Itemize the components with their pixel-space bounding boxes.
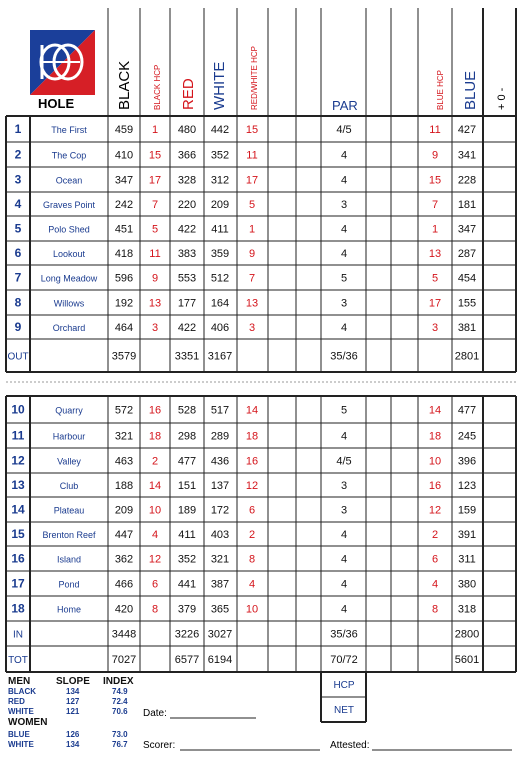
par: 4 xyxy=(340,578,348,591)
red-yardage: 151 xyxy=(177,480,197,492)
red-white-hcp: 12 xyxy=(245,480,259,492)
blue-yardage: 454 xyxy=(457,272,477,285)
red-white-hcp: 15 xyxy=(245,124,259,136)
men-rating-tee: RED xyxy=(8,697,25,706)
blue-hcp: 15 xyxy=(428,174,442,187)
red-yardage: 422 xyxy=(177,322,197,334)
white-yardage: 164 xyxy=(210,297,230,310)
black-hcp: 16 xyxy=(148,404,162,417)
hole-name: Valley xyxy=(57,456,81,467)
black-hcp: 4 xyxy=(151,529,159,541)
hole-number: 17 xyxy=(11,576,25,591)
blue-yardage: 347 xyxy=(457,223,477,236)
red-white-hcp: 13 xyxy=(245,297,259,310)
hole-name: Plateau xyxy=(53,505,85,516)
blue-hcp: 12 xyxy=(428,504,442,517)
black-hcp: 7 xyxy=(151,199,159,211)
red-yardage: 177 xyxy=(177,297,197,310)
men-rating-index: 70.6 xyxy=(112,707,128,716)
black-yardage: 192 xyxy=(114,297,134,310)
par: 3 xyxy=(340,480,348,492)
black-yardage: 451 xyxy=(114,223,134,236)
red-yardage: 328 xyxy=(177,174,197,187)
black-yardage: 463 xyxy=(114,455,134,468)
red-yardage: 528 xyxy=(177,404,197,417)
header-hole: HOLE xyxy=(38,96,75,111)
header-blue-hcp: BLUE HCP xyxy=(436,69,445,110)
women-rating-slope: 126 xyxy=(66,730,80,739)
par: 4 xyxy=(340,223,348,236)
header-red: RED xyxy=(180,78,197,110)
scorer-label: Scorer: xyxy=(143,740,176,751)
blue-yardage: 159 xyxy=(457,504,477,517)
red-white-hcp: 2 xyxy=(248,529,256,541)
white-yardage: 442 xyxy=(210,124,230,136)
blue-yardage: 396 xyxy=(457,455,477,468)
hole-number: 8 xyxy=(14,295,22,310)
total-label: TOT xyxy=(8,655,28,666)
red-yardage: 553 xyxy=(177,272,197,285)
par-total: 35/36 xyxy=(330,628,358,641)
blue-hcp: 7 xyxy=(431,199,439,211)
header-white: WHITE xyxy=(211,61,228,110)
black-hcp: 14 xyxy=(148,480,162,492)
white-yardage: 312 xyxy=(210,174,230,187)
red-white-hcp: 1 xyxy=(248,223,256,236)
black-yardage: 447 xyxy=(114,529,134,541)
hole-number: 13 xyxy=(11,478,25,492)
black-hcp: 11 xyxy=(149,248,161,260)
par: 3 xyxy=(340,504,348,517)
blue-yardage: 318 xyxy=(457,603,477,616)
black-total: 7027 xyxy=(111,654,137,666)
hole-name: Harbour xyxy=(52,431,86,442)
red-total: 3226 xyxy=(174,628,200,641)
attested-label: Attested: xyxy=(330,740,370,751)
white-total: 3027 xyxy=(207,628,233,641)
black-total: 3579 xyxy=(111,350,137,363)
black-hcp: 8 xyxy=(151,603,159,616)
red-white-hcp: 6 xyxy=(248,504,256,517)
red-yardage: 379 xyxy=(177,603,197,616)
blue-hcp: 9 xyxy=(431,149,439,162)
red-white-hcp: 17 xyxy=(245,174,259,187)
hole-name: Orchard xyxy=(52,323,86,333)
red-total: 6577 xyxy=(174,654,200,666)
red-yardage: 298 xyxy=(177,430,197,443)
hole-name: Club xyxy=(59,481,79,491)
total-label: OUT xyxy=(7,351,29,363)
white-total: 6194 xyxy=(207,654,233,666)
women-rating-index: 73.0 xyxy=(112,730,128,739)
red-yardage: 366 xyxy=(177,149,197,162)
men-rating-tee: BLACK xyxy=(8,687,36,696)
red-total: 3351 xyxy=(174,350,200,363)
white-yardage: 137 xyxy=(210,480,230,492)
red-white-hcp: 10 xyxy=(245,603,259,616)
black-hcp: 3 xyxy=(151,322,159,334)
black-yardage: 347 xyxy=(114,174,134,187)
blue-yardage: 477 xyxy=(457,404,477,417)
hole-number: 5 xyxy=(14,221,22,236)
red-white-hcp: 4 xyxy=(248,578,256,591)
header-black: BLACK xyxy=(116,60,133,110)
header-black-hcp: BLACK HCP xyxy=(153,64,162,110)
blue-total: 2800 xyxy=(454,628,480,641)
hole-number: 9 xyxy=(14,320,22,334)
white-yardage: 512 xyxy=(210,272,230,285)
black-hcp: 5 xyxy=(151,223,159,236)
blue-yardage: 287 xyxy=(457,248,477,260)
red-white-hcp: 3 xyxy=(248,322,256,334)
blue-hcp: 14 xyxy=(428,404,442,417)
black-total: 3448 xyxy=(111,628,137,641)
red-yardage: 422 xyxy=(177,223,197,236)
red-yardage: 352 xyxy=(177,553,197,566)
par-total: 70/72 xyxy=(330,654,358,666)
white-yardage: 359 xyxy=(210,248,230,260)
par: 4 xyxy=(340,603,348,616)
red-white-hcp: 18 xyxy=(245,430,259,443)
hole-name: Home xyxy=(56,604,82,615)
score-grid xyxy=(6,8,516,722)
white-yardage: 352 xyxy=(210,149,230,162)
red-white-hcp: 11 xyxy=(246,149,258,162)
hole-name: Ocean xyxy=(55,175,83,186)
white-yardage: 321 xyxy=(210,553,230,566)
hole-number: 11 xyxy=(11,428,25,443)
hole-name: Lookout xyxy=(52,249,86,259)
black-yardage: 321 xyxy=(114,430,134,443)
black-yardage: 596 xyxy=(114,272,134,285)
white-yardage: 209 xyxy=(210,199,230,211)
blue-hcp: 10 xyxy=(428,455,442,468)
red-yardage: 477 xyxy=(177,455,197,468)
red-yardage: 480 xyxy=(177,124,197,136)
blue-hcp: 11 xyxy=(429,124,441,136)
red-yardage: 220 xyxy=(177,199,197,211)
white-yardage: 411 xyxy=(211,223,229,236)
date-label: Date: xyxy=(143,708,167,719)
blue-hcp: 16 xyxy=(428,480,442,492)
black-yardage: 459 xyxy=(114,124,134,136)
hcp-label: HCP xyxy=(333,680,355,691)
red-white-hcp: 8 xyxy=(248,553,256,566)
blue-total: 2801 xyxy=(454,350,480,363)
white-yardage: 406 xyxy=(210,322,230,334)
black-yardage: 188 xyxy=(114,480,134,492)
white-yardage: 289 xyxy=(210,430,230,443)
white-yardage: 365 xyxy=(210,603,230,616)
black-hcp: 2 xyxy=(151,455,159,468)
blue-hcp: 5 xyxy=(431,272,439,285)
blue-total: 5601 xyxy=(454,654,480,666)
blue-yardage: 341 xyxy=(457,149,477,162)
blue-yardage: 155 xyxy=(457,297,477,310)
men-rating-index: 72.4 xyxy=(112,697,128,706)
par: 4 xyxy=(340,149,348,162)
blue-yardage: 181 xyxy=(457,199,477,211)
black-hcp: 12 xyxy=(148,553,162,566)
women-rating-slope: 134 xyxy=(66,740,80,749)
blue-yardage: 123 xyxy=(457,480,477,492)
par: 4 xyxy=(340,174,348,187)
slope-label: SLOPE xyxy=(56,676,90,687)
hole-number: 16 xyxy=(11,551,25,566)
hole-name: Pond xyxy=(58,579,80,590)
white-yardage: 436 xyxy=(210,455,230,468)
hole-name: Willows xyxy=(53,298,85,309)
par: 4 xyxy=(340,322,348,334)
black-yardage: 572 xyxy=(114,404,134,417)
red-white-hcp: 9 xyxy=(248,248,256,260)
blue-hcp: 6 xyxy=(431,553,439,566)
red-white-hcp: 14 xyxy=(245,404,259,417)
par: 3 xyxy=(340,297,348,310)
hole-number: 7 xyxy=(14,270,22,285)
blue-yardage: 381 xyxy=(457,322,477,334)
par: 4 xyxy=(340,248,348,260)
women-label: WOMEN xyxy=(8,717,48,728)
men-rating-index: 74.9 xyxy=(112,687,128,696)
women-rating-index: 76.7 xyxy=(112,740,128,749)
score-cells xyxy=(7,122,479,716)
par: 4/5 xyxy=(336,455,352,468)
hole-name: Long Meadow xyxy=(40,273,98,284)
hole-number: 6 xyxy=(14,246,22,260)
header-par: PAR xyxy=(332,98,358,113)
black-yardage: 209 xyxy=(114,504,134,517)
black-yardage: 420 xyxy=(114,603,134,616)
blue-hcp: 1 xyxy=(431,223,439,236)
header-blue: BLUE xyxy=(462,70,479,110)
hole-number: 14 xyxy=(11,502,25,517)
white-yardage: 172 xyxy=(210,504,230,517)
par: 4/5 xyxy=(336,124,352,136)
black-yardage: 418 xyxy=(114,248,134,260)
total-label: IN xyxy=(13,629,23,641)
women-rating-tee: BLUE xyxy=(8,730,30,739)
hole-number: 10 xyxy=(11,402,25,417)
black-hcp: 6 xyxy=(151,578,159,591)
hole-name: The First xyxy=(51,125,87,135)
black-yardage: 362 xyxy=(114,553,134,566)
par-total: 35/36 xyxy=(330,350,358,363)
blue-yardage: 228 xyxy=(457,174,477,187)
hole-name: The Cop xyxy=(51,150,87,161)
par: 4 xyxy=(340,553,348,566)
black-yardage: 466 xyxy=(114,578,134,591)
net-label: NET xyxy=(334,705,354,716)
white-yardage: 517 xyxy=(210,404,230,417)
hole-name: Quarry xyxy=(55,405,83,416)
black-hcp: 1 xyxy=(151,124,159,136)
hole-name: Brenton Reef xyxy=(42,530,96,540)
blue-yardage: 391 xyxy=(457,529,477,541)
men-rating-tee: WHITE xyxy=(8,707,34,716)
blue-yardage: 245 xyxy=(457,430,477,443)
black-hcp: 13 xyxy=(148,297,162,310)
white-yardage: 403 xyxy=(210,529,230,541)
blue-hcp: 4 xyxy=(431,578,439,591)
white-yardage: 387 xyxy=(210,578,230,591)
hole-name: Polo Shed xyxy=(48,224,90,235)
course-ratings xyxy=(8,676,134,749)
men-rating-slope: 134 xyxy=(66,687,80,696)
red-white-hcp: 16 xyxy=(245,455,259,468)
header-red-white-hcp: RED/WHITE HCP xyxy=(250,46,259,110)
par: 3 xyxy=(340,199,348,211)
men-label: MEN xyxy=(8,676,31,687)
black-hcp: 10 xyxy=(148,504,162,517)
black-hcp: 17 xyxy=(148,174,162,187)
black-yardage: 410 xyxy=(114,149,134,162)
blue-hcp: 13 xyxy=(428,248,442,260)
blue-hcp: 18 xyxy=(428,430,442,443)
hole-number: 15 xyxy=(11,527,25,541)
red-yardage: 189 xyxy=(177,504,197,517)
black-hcp: 15 xyxy=(148,149,162,162)
women-rating-tee: WHITE xyxy=(8,740,34,749)
hole-number: 1 xyxy=(14,122,22,136)
hole-name: Graves Point xyxy=(42,200,96,210)
blue-yardage: 311 xyxy=(458,553,476,566)
hole-number: 4 xyxy=(14,197,22,211)
men-rating-slope: 127 xyxy=(66,697,80,706)
red-yardage: 383 xyxy=(177,248,197,260)
blue-hcp: 3 xyxy=(431,322,439,334)
blue-yardage: 380 xyxy=(457,578,477,591)
red-white-hcp: 7 xyxy=(248,272,256,285)
blue-hcp: 2 xyxy=(431,529,439,541)
par: 4 xyxy=(340,430,348,443)
hole-number: 3 xyxy=(14,172,22,187)
black-yardage: 242 xyxy=(114,199,134,211)
hole-number: 2 xyxy=(14,147,22,162)
black-hcp: 18 xyxy=(148,430,162,443)
red-white-hcp: 5 xyxy=(248,199,256,211)
hole-number: 18 xyxy=(11,601,25,616)
red-yardage: 441 xyxy=(177,578,197,591)
index-label: INDEX xyxy=(103,676,134,687)
par: 5 xyxy=(340,272,348,285)
black-yardage: 464 xyxy=(114,322,134,334)
blue-hcp: 17 xyxy=(428,297,442,310)
hole-name: Island xyxy=(56,554,82,565)
par: 4 xyxy=(340,529,348,541)
club-logo xyxy=(30,30,95,95)
black-hcp: 9 xyxy=(151,272,159,285)
white-total: 3167 xyxy=(207,350,233,363)
header-plus-minus: + 0 - xyxy=(496,87,508,110)
blue-yardage: 427 xyxy=(457,124,477,136)
par: 5 xyxy=(340,404,348,417)
hole-number: 12 xyxy=(11,453,25,468)
red-yardage: 411 xyxy=(178,529,196,541)
blue-hcp: 8 xyxy=(431,603,439,616)
men-rating-slope: 121 xyxy=(66,707,80,716)
